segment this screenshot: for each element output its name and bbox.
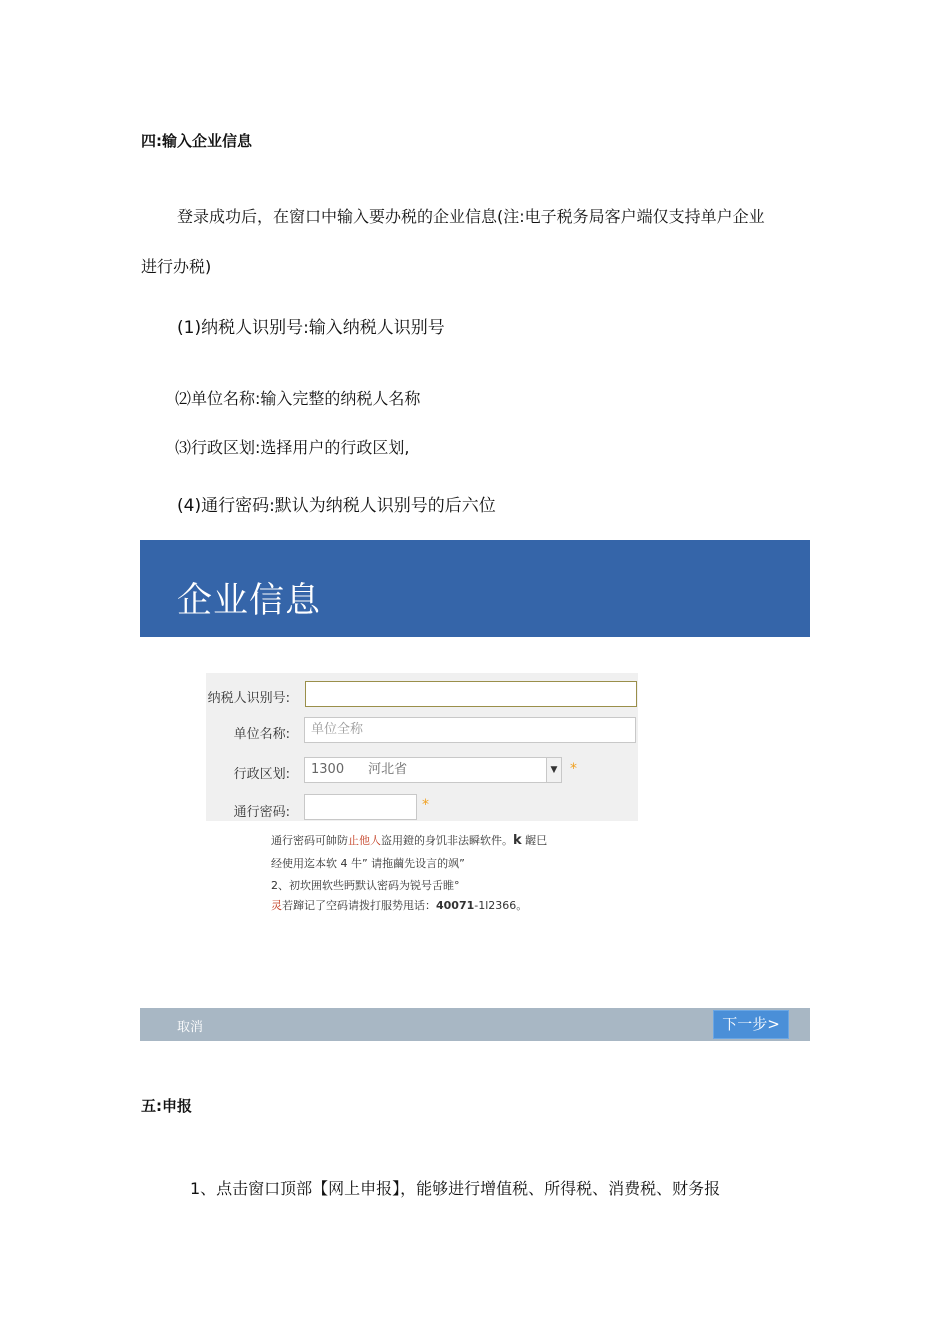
password-note-line1	[271, 832, 547, 848]
section5-para: 1、点击窗口顶部【网上申报】，能够进行增值税、所得税、消费税、财务报	[190, 1179, 721, 1198]
region-required-mark: *	[570, 761, 577, 777]
section4-para-line1: 登录成功后，在窗口中输入要办税的企业信息(注:电子税务局客户端仅支持单户企业	[177, 207, 765, 226]
note-line1-b: 止他人	[348, 834, 381, 847]
region-select[interactable]	[304, 757, 562, 783]
note-line1-d: k	[513, 833, 522, 848]
unit-name-label: 单位名称:	[233, 727, 290, 742]
note-line4-c: 40071	[436, 899, 475, 912]
chevron-down-icon[interactable]: ▼	[546, 758, 561, 782]
taxpayer-id-label: 纳税人识别号:	[207, 691, 290, 706]
unit-name-input[interactable]: 单位全称	[304, 717, 636, 743]
figure-footer-bar	[140, 1008, 810, 1041]
section4-heading: 四:输入企业信息	[141, 132, 252, 150]
next-step-button[interactable]: 下一步>	[713, 1010, 789, 1039]
region-name: 河北省	[368, 762, 408, 777]
note-line1-e: 龌巳	[521, 834, 548, 847]
instruction-item-4: (4)通行密码:默认为纳税人识别号的后六位	[177, 496, 496, 516]
password-required-mark: *	[422, 797, 429, 813]
region-label: 行政区划:	[233, 767, 290, 782]
password-note-line3: 2、初坎囲软些眄默认密码为锐号舌睢°	[271, 879, 460, 892]
section5-heading: 五:申报	[141, 1097, 192, 1115]
instruction-item-2: ⑵单位名称:输入完整的纳税人名称	[175, 389, 421, 408]
figure-banner-title: 企业信息	[177, 581, 322, 621]
cancel-button[interactable]: 取消	[177, 1020, 204, 1035]
enterprise-form	[206, 673, 638, 821]
password-input[interactable]	[304, 794, 417, 820]
instruction-item-3: ⑶行政区划:选择用户的行政区划,	[175, 438, 410, 457]
region-code: 1300	[311, 762, 345, 777]
password-note-line2: 经使用迄本软 4 牛” 请拖繭先设言的飒”	[271, 857, 465, 870]
password-note-line4	[271, 897, 527, 913]
password-label: 通行密码:	[233, 805, 290, 820]
note-line4-a: 灵	[271, 899, 282, 912]
note-line1-a: 通行密码可帥防	[271, 834, 348, 847]
taxpayer-id-input[interactable]	[305, 681, 637, 707]
section4-para-line2: 进行办税)	[141, 257, 212, 276]
instruction-item-1: (1)纳税人识别号:输入纳税人识别号	[177, 318, 445, 338]
figure-banner	[140, 540, 810, 637]
note-line1-c: 盗用鐙的身饥非法瞬软件。	[381, 834, 513, 847]
note-line4-b: 若蹿记了空码请拨打服势甩话：	[282, 899, 436, 912]
note-line4-d: -1l2366。	[474, 899, 528, 912]
enterprise-info-figure	[140, 540, 810, 1041]
